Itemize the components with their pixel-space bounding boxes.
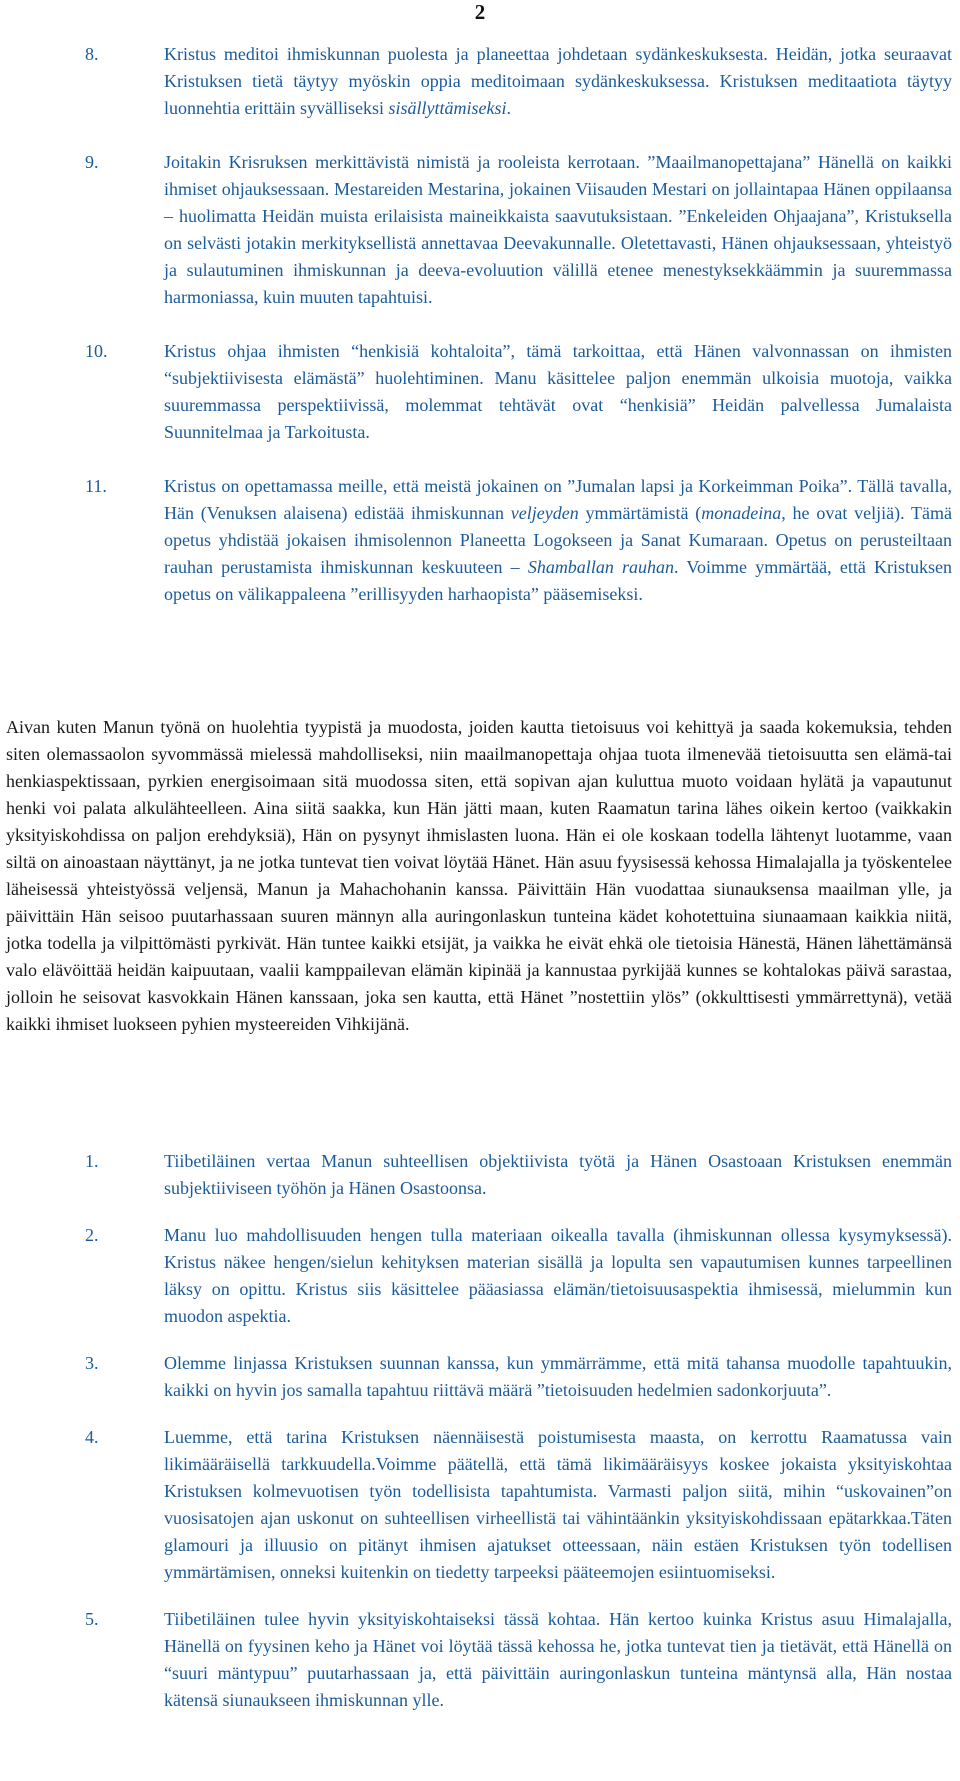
list-item-number: 2. [85,1225,99,1245]
list-item-number: 3. [85,1353,99,1373]
body-paragraph: Aivan kuten Manun työnä on huolehtia tyypistä ja muodosta, joiden kautta tietoisuus voi kehittyä ja saada kokemuksia, tehden siten olemassaolon syvommässä mielessä mahdolliseksi, niin maailmanopettaja ohjaa tuota ilmenevää tietoisuutta sen elämä-tai henkiaspektissaan, pyrkien energisoimaan sitä muodossa siten, että sopivan ajan kuluttua muoto voidaan hylätä ja vapautunut henki voi palata alkulähteelleen. Aina siitä saakka, kun Hän jätti maan, kuten Raamatun tarina lähes oikein kertoo (vaikkakin yksityiskohdissa on paljon erehdyksiä), Hän on pysynyt ihmislasten luona. Hän ei ole koskaan todella lähtenyt luotamme, vaan siltä on ainoastaan näyttänyt, ja ne jotka tuntevat tien voivat löytää Hänet. Hän asuu fyysisessä kehossa Himalajalla ja työskentelee läheisessä yhteistyössä veljensä, Manun ja Mahachohanin kanssa. Päivittäin Hän vuodattaa siunauksensa maailman ylle, ja päivittäin Hän seisoo puutarhassaan suuren männyn alla auringonlaskun tunteina kädet kohotettuina siunaamaan kaikkia niitä, jotka todella ja vilpittömästi pyrkivät. Hän tuntee kaikki etsijät, ja vaikka he eivät ehkä ole tietoisia Hänestä, Hänen lähettämänsä valo elävöittää heidän kaipuutaan, vaalii kamppailevan elämän kipinää ja kannustaa pyrkijää kunnes se kohtalokas päivä sarastaa, jolloin he seisovat kasvokkain Hänen kanssaan, joka sen kautta, että Hänet ”nostettiin ylös” (okkulttisesti ymmärrettynä), vetää kaikki ihmiset luokseen pyhien mysteereiden Vihkijänä. [6,717,952,1034]
list-item [0,149,960,311]
list-item-number: 11. [85,476,107,496]
list-item [0,338,960,446]
list-item-text: Kristus on opettamassa meille, että meistä jokainen on ”Jumalan lapsi ja Korkeimman Poika”. Tällä tavalla, Hän (Venuksen alaisena) edistää ihmiskunnan veljeyden ymmärtämistä (monadeina, he ovat veljiä). Tämä opetus yhdistää jokaisen ihmisolennon Planeetta Logokseen ja Sanat Kumaraan. Opetus on perusteiltaan rauhan perustamista ihmiskunnan keskuuteen – Shamballan rauhan. Voimme ymmärtää, että Kristuksen opetus on välikappaleena ”erillisyyden harhaopista” pääsemiseksi. [164,476,952,604]
list-item [0,1222,960,1330]
list-item-number: 9. [85,152,99,172]
list-item [0,41,960,122]
page-number: 2 [474,0,486,24]
list-item-number: 5. [85,1609,99,1629]
list-item-number: 8. [85,44,99,64]
list-item [0,1148,960,1202]
list-item [0,1350,960,1404]
list-item-text: Manu luo mahdollisuuden hengen tulla materiaan oikealla tavalla (ihmiskunnan ollessa kysymyksessä). Kristus näkee hengen/sielun kehityksen materian sisällä ja lopulta sen vapautumisen kunnes tarpeellinen läksy on opittu. Kristus siis käsittelee pääasiassa elämän/tietoisuusaspektia ihmisessä, mielummin kun muodon aspektia. [164,1225,952,1326]
list-item-text: Olemme linjassa Kristuksen suunnan kanssa, kun ymmärrämme, että mitä tahansa muodolle tapahtuukin, kaikki on hyvin jos samalla tapahtuu riittävä määrä ”tietoisuuden hedelmien sadonkorjuuta”. [164,1353,952,1400]
list-item-number: 1. [85,1151,99,1171]
list-item-text: Luemme, että tarina Kristuksen näennäisestä poistumisesta maasta, on kerrottu Raamatussa vain likimääräisellä tarkkuudella.Voimme päätellä, että tämä likimääräisyys koskee jokaista yksityiskohtaa Kristuksen kolmevuotisen työn todellisista tapahtumista. Varmasti paljon siitä, mihin “uskovainen”on vuosisatojen ajan uskonut on suhteellisen virheellistä tai vähintäänkin yksityiskohdissaan epätarkkaa.Täten glamouri ja illuusio on pitänyt ihmisen ajatukset otteessaan, näin estäen Kristuksen työn todellisen ymmärtämisen, onneksi kuitenkin on tiedetty tarpeeksi pääteemojen esiintuomiseksi. [164,1427,952,1582]
list-item-text: Kristus meditoi ihmiskunnan puolesta ja planeettaa johdetaan sydänkeskuksesta. Heidän, jotka seuraavat Kristuksen tietä täytyy myöskin oppia meditoimaan sydänkeskuksessa. Kristuksen meditaatiota täytyy luonnehtia erittäin syvälliseksi sisällyttämiseksi. [164,44,952,118]
list-item-text: Joitakin Krisruksen merkittävistä nimistä ja rooleista kerrotaan. ”Maailmanopettajana” Hänellä on kaikki ihmiset ohjauksessaan. Mestareiden Mestarina, jokainen Viisauden Mestari on jollaintapaa Hänen oppilaansa – huolimatta Heidän muista erilaisista maineikkaista saavutuksistaan. ”Enkeleiden Ohjaajana”, Kristuksella on selvästi jotakin merkityksellistä annettavaa Deevakunnalle. Oletettavasti, Hänen ohjauksessaan, yhteistyö ja sulautuminen ihmiskunnan ja deeva-evoluution välillä etenee menestyksekkäämmin ja suuremmassa harmoniassa, kuin muuten tapahtuisi. [164,152,952,307]
list-item-number: 10. [85,341,108,361]
numbered-list-top [0,41,960,635]
numbered-list-bottom [0,1148,960,1734]
list-item [0,473,960,608]
list-item [0,1606,960,1714]
list-item-text: Tiibetiläinen tulee hyvin yksityiskohtaiseksi tässä kohtaa. Hän kertoo kuinka Kristus asuu Himalajalla, Hänellä on fyysinen keho ja Hänet voi löytää tässä kehossa he, jotka tuntevat tien ja tietävät, että Hänellä on “suuri mäntypuu” puutarhassaan ja, että päivittäin auringonlaskun tunteina mäntynsä alla, Hän nostaa kätensä siunaukseen ihmiskunnan ylle. [164,1609,952,1710]
list-item [0,1424,960,1586]
list-item-number: 4. [85,1427,99,1447]
list-item-text: Kristus ohjaa ihmisten “henkisiä kohtaloita”, tämä tarkoittaa, että Hänen valvonnassan on ihmisten “subjektiivisesta elämästä” huolehtiminen. Manu käsittelee paljon enemmän ulkoisia muotoja, vaikka suuremmassa perspektiivissä, molemmat tehtävät ovat “henkisiä” Heidän palvellessa Jumalaista Suunnitelmaa ja Tarkoitusta. [164,341,952,442]
list-item-text: Tiibetiläinen vertaa Manun suhteellisen objektiivista työtä ja Hänen Osastoaan Kristuksen enemmän subjektiiviseen työhön ja Hänen Osastoonsa. [164,1151,952,1198]
